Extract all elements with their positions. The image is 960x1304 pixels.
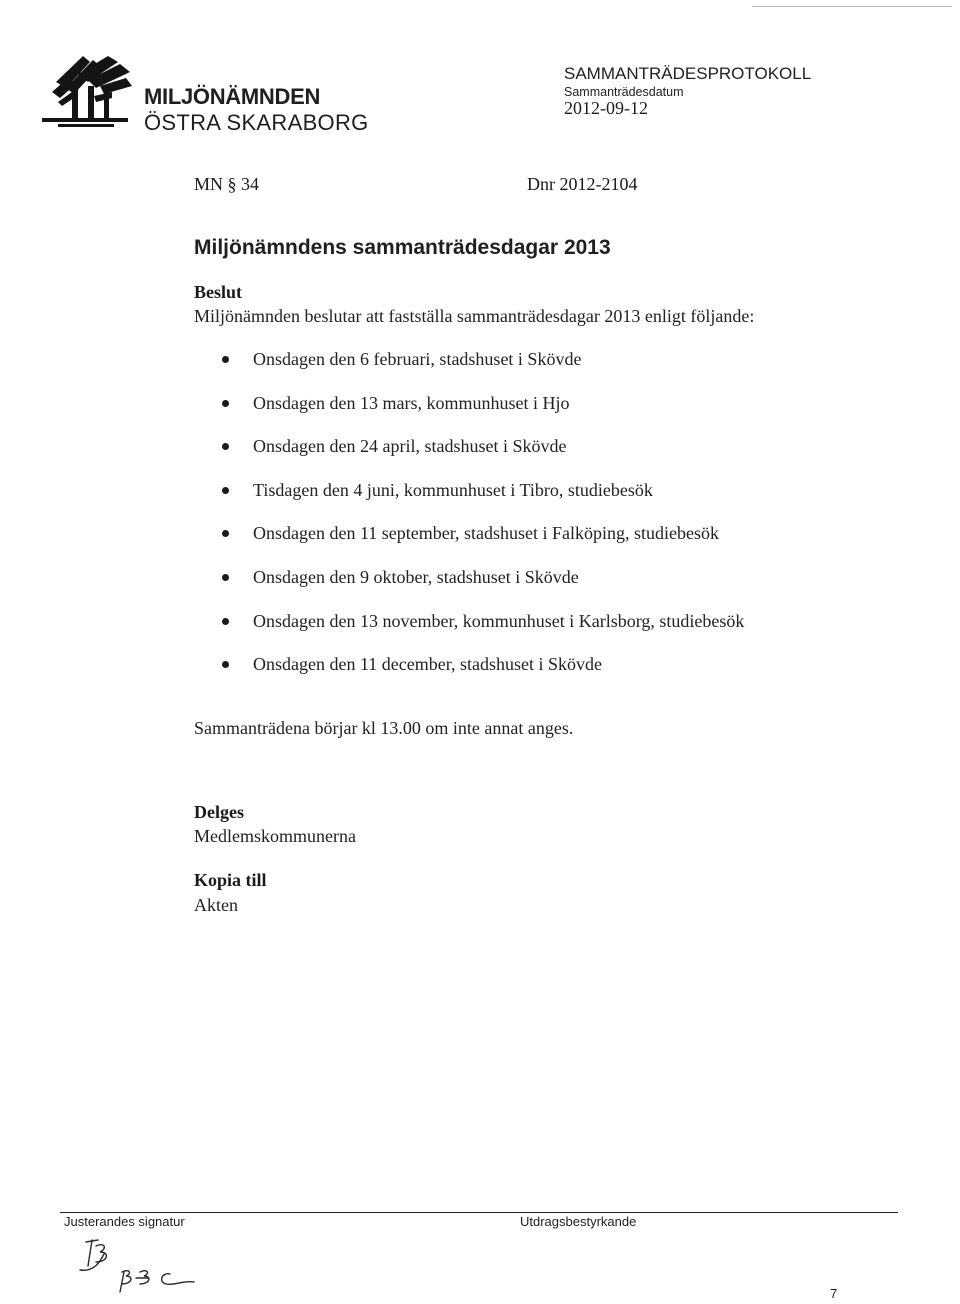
list-item-text: Onsdagen den 13 mars, kommunhuset i Hjo [253, 392, 570, 413]
bullet-icon [222, 356, 229, 363]
tree-logo-icon [38, 52, 138, 132]
distribution-label: Delges [194, 802, 244, 822]
list-item-text: Onsdagen den 24 april, stadshuset i Skövde [253, 436, 567, 457]
org-region: ÖSTRA SKARABORG [144, 110, 369, 135]
meeting-date-label: Sammanträdesdatum [564, 85, 684, 99]
list-item-text: Onsdagen den 13 november, kommunhuset i Karlsborg, studiebesök [253, 610, 745, 631]
handwritten-signature [74, 1232, 214, 1302]
bullet-icon [222, 487, 229, 494]
decision-label: Beslut [194, 282, 243, 302]
copy-to-label: Kopia till [194, 870, 267, 890]
list-item-text: Onsdagen den 11 december, stadshuset i Skövde [253, 654, 603, 675]
list-item-text: Onsdagen den 9 oktober, stadshuset i Skövde [253, 566, 579, 587]
bullet-icon [222, 443, 229, 450]
bullet-icon [222, 661, 229, 668]
protocol-title: SAMMANTRÄDESPROTOKOLL [564, 64, 812, 83]
meeting-date: 2012-09-12 [564, 98, 648, 118]
decision-intro: Miljönämnden beslutar att fastställa sammanträdesdagar 2013 enligt följande: [194, 306, 755, 326]
list-item-text: Tisdagen den 4 juni, kommunhuset i Tibro, studiebesök [253, 479, 653, 500]
bullet-icon [222, 574, 229, 581]
signature-label: Justerandes signatur [64, 1214, 185, 1229]
org-name: MILJÖNÄMNDEN [144, 84, 321, 109]
case-reference: MN § 34 [194, 174, 260, 194]
document-title: Miljönämndens sammanträdesdagar 2013 [194, 236, 611, 259]
list-item-text: Onsdagen den 6 februari, stadshuset i Skövde [253, 349, 582, 369]
bullet-icon [222, 618, 229, 625]
distribution-value: Medlemskommunerna [194, 826, 356, 846]
copy-to-value: Akten [194, 895, 238, 915]
list-item-text: Onsdagen den 11 september, stadshuset i Falköping, studiebesök [253, 523, 720, 544]
top-edge-rule [752, 6, 952, 7]
footer-rule [60, 1212, 898, 1213]
diary-number: Dnr 2012-2104 [527, 174, 638, 194]
page-number: 7 [830, 1286, 838, 1301]
bullet-icon [222, 530, 229, 537]
start-time-note: Sammanträdena börjar kl 13.00 om inte annat anges. [194, 718, 574, 738]
bullet-icon [222, 400, 229, 407]
certification-label: Utdragsbestyrkande [520, 1214, 637, 1229]
